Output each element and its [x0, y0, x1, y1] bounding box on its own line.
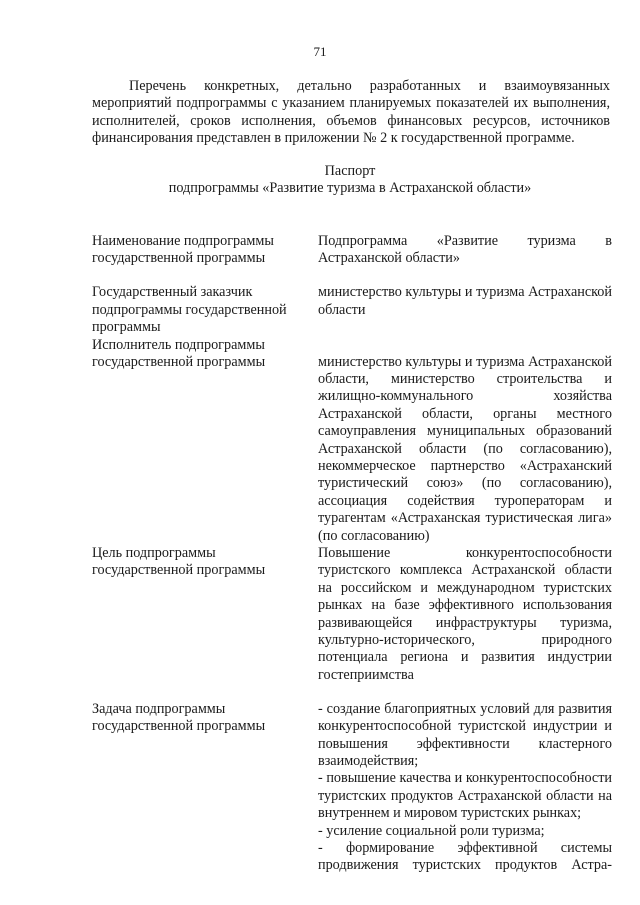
row-label — [92, 701, 318, 875]
row-value-text: министерство культуры и туризма Астраханской области — [318, 284, 612, 318]
passport-row-name — [92, 233, 612, 284]
row-value-text: Подпрограмма «Развитие туризма в Астраханской области» — [318, 233, 612, 267]
row-value — [318, 545, 612, 701]
task-item: - усиление социальной роли туризма; — [318, 822, 545, 839]
row-label-text: Государственный заказчик подпрограммы государственной программы — [92, 284, 287, 336]
passport-row-goal — [92, 545, 612, 701]
task-item: - формирование эффективной системы продвижения туристских продуктов Астра- — [318, 840, 612, 874]
row-value — [318, 337, 612, 545]
task-item: - повышение качества и конкурентоспособности туристских продуктов Астраханской области на внутреннем и мировом туристских рынках; — [318, 770, 612, 822]
row-label — [92, 233, 318, 284]
passport-heading — [60, 163, 640, 198]
passport-subtitle: подпрограммы «Развитие туризма в Астраханской области» — [168, 180, 532, 197]
passport-title: Паспорт — [324, 163, 376, 179]
row-value — [318, 284, 612, 336]
row-value-text: министерство культуры и туризма Астраханской области, министерство строительства и жилищно-коммунального хозяйства Астраханской области, органы местного самоуправления муниципальных образований Астраханской области (по согласованию), некоммерческое партнерство «Астраханский туристический союз» (по согласованию), ассоциация содействия туроператорам и турагентам «Астраханская туристическая лига» (по согласованию) — [318, 353, 612, 544]
row-label-text: Наименование подпрограммы государственной программы — [92, 233, 274, 267]
page-number: 71 — [313, 44, 327, 59]
passport-row-customer — [92, 284, 612, 336]
row-label-text: Задача подпрограммы государственной программы — [92, 700, 266, 735]
row-label-text: Цель подпрограммы государственной программы — [92, 545, 266, 579]
row-value — [318, 233, 612, 284]
passport-table — [92, 233, 612, 875]
row-label — [92, 337, 318, 545]
row-value-text: Повышение конкурентоспособности туристского комплекса Астраханской области на российском и международном туристских рынках на базе эффективного использования развивающейся инфраструктуры туризма, культурно-исторического, природного потенциала региона и развития индустрии гостеприимства — [318, 545, 612, 683]
row-value — [318, 701, 612, 875]
task-item: - создание благоприятных условий для развития конкурентоспособной туристской индустрии и повышения эффективности кластерного взаимодействия; — [318, 700, 612, 769]
passport-row-executor — [92, 337, 612, 545]
intro-paragraph: Перечень конкретных, детально разработанных и взаимоувязанных мероприятий подпрограммы с указанием планируемых показателей их выполнения, исполнителей, сроков исполнения, объемов финансовых ресурсов, источников финансирования представлен в приложении № 2 к государственной программе. — [92, 78, 610, 147]
passport-row-tasks — [92, 701, 612, 875]
row-label — [92, 545, 318, 701]
row-label — [92, 284, 318, 336]
row-label-text: Исполнитель подпрограммы государственной программы — [92, 336, 266, 370]
